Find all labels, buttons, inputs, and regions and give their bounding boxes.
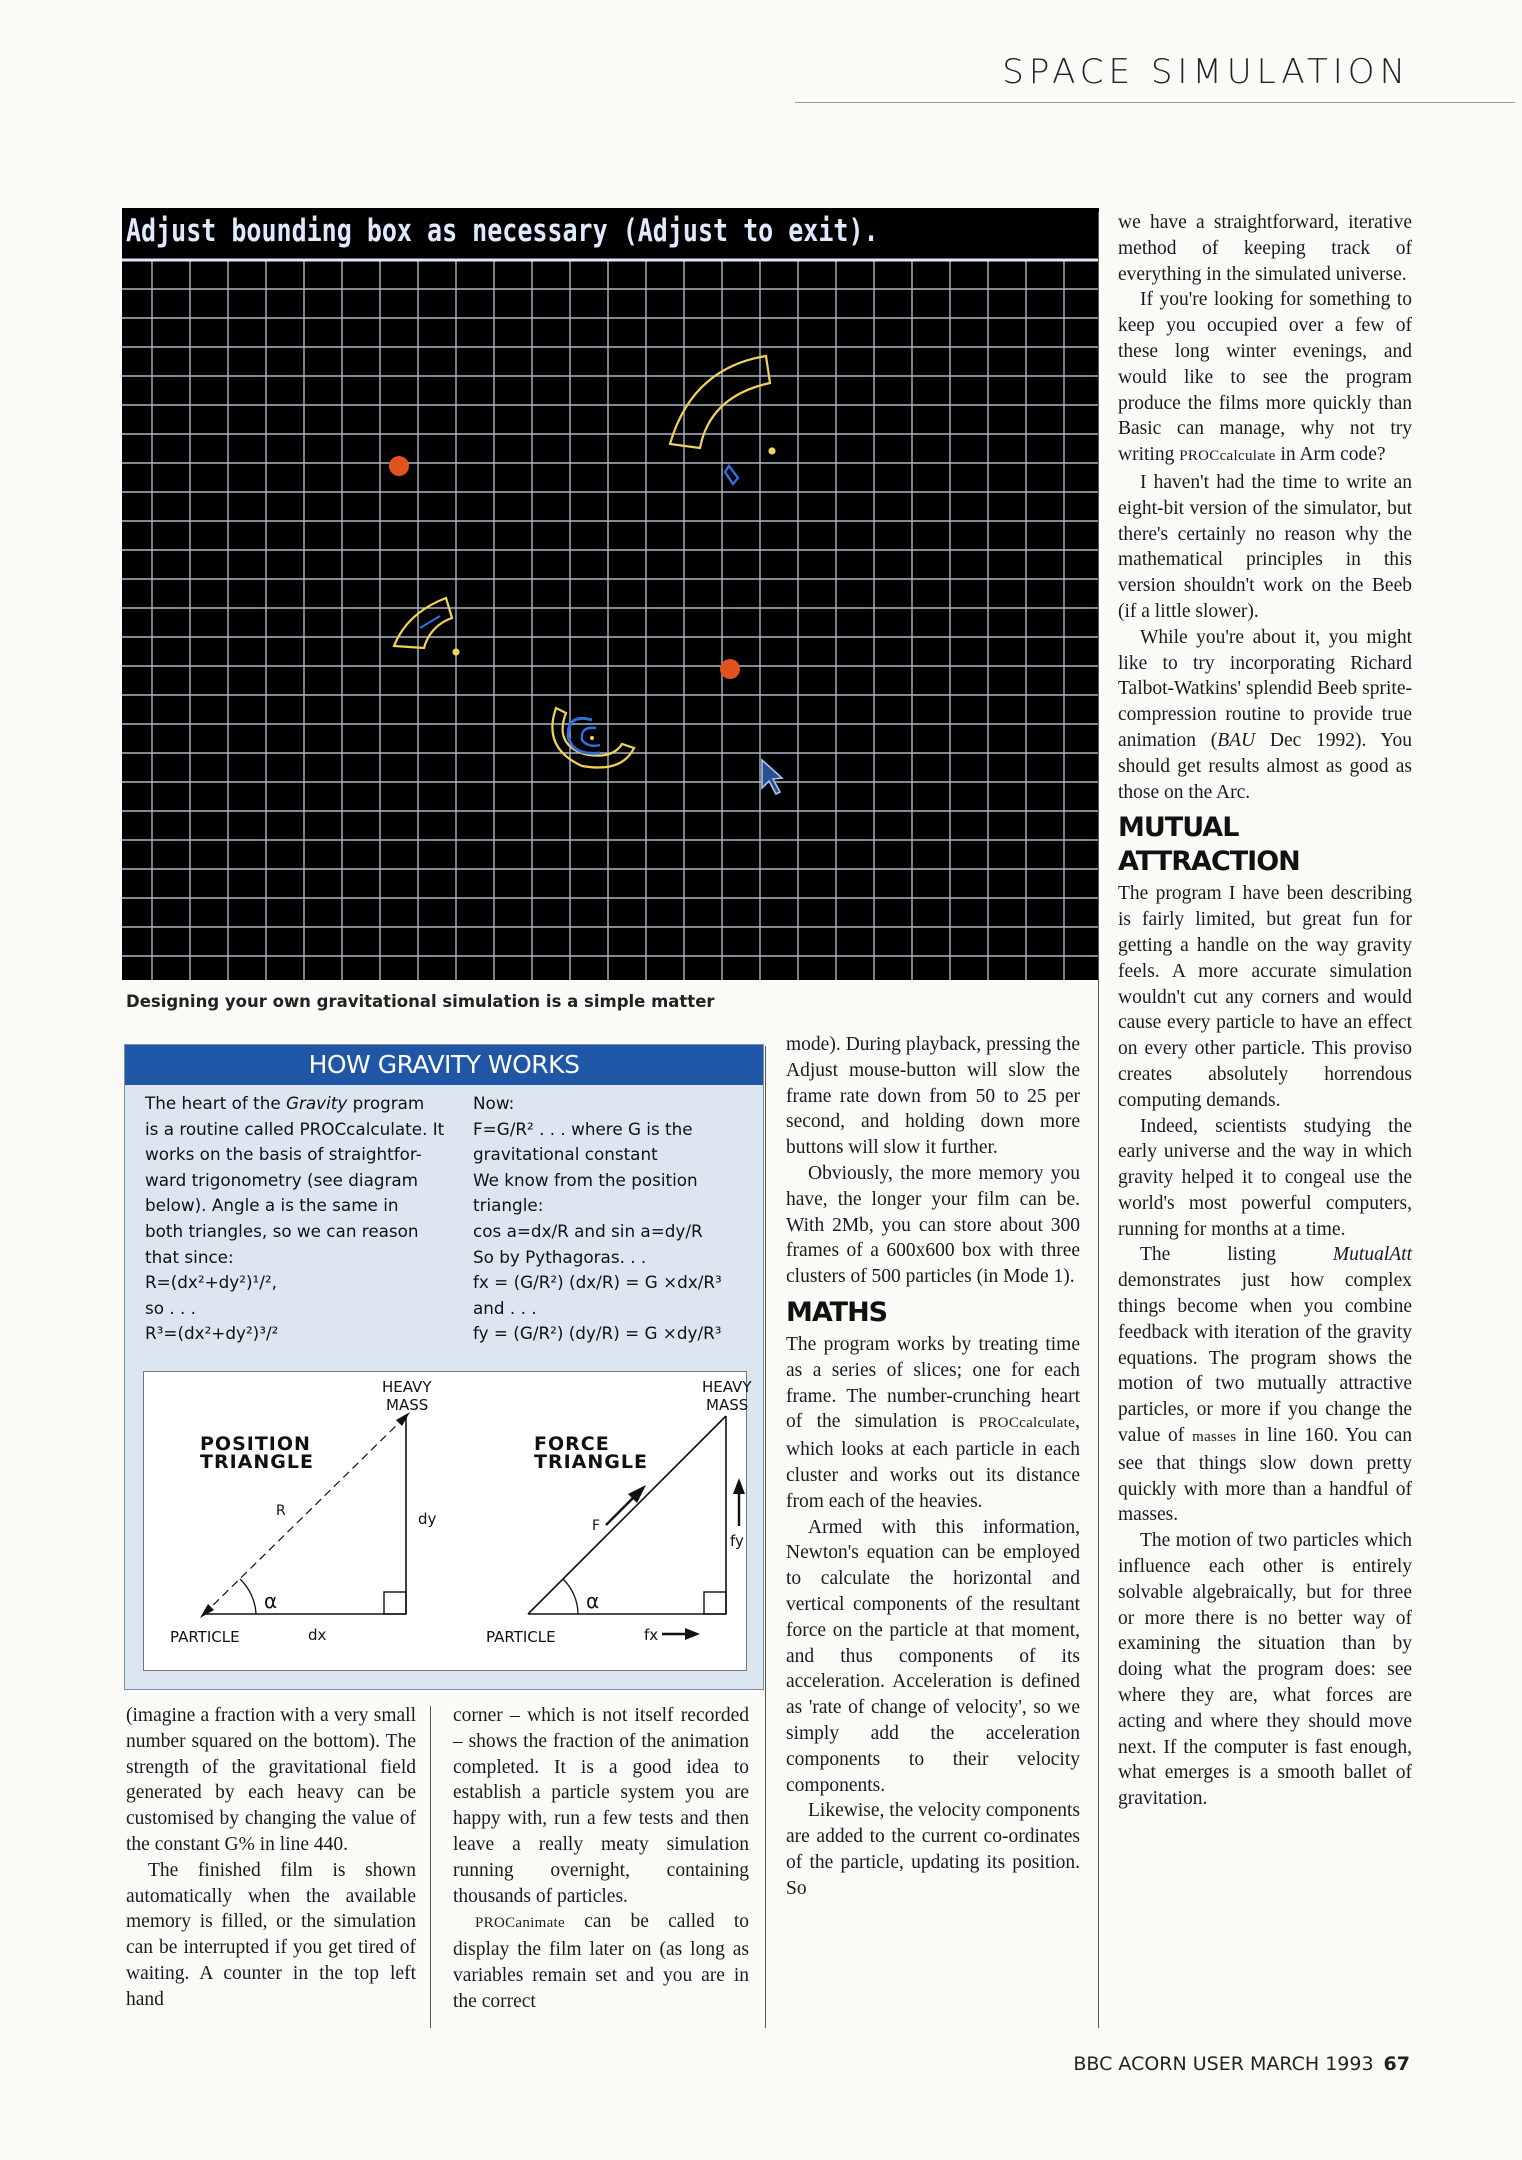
box-line: below). Angle a is the same in <box>145 1195 399 1216</box>
paragraph: The program works by treating time as a series of slices; one for each frame. The number-crunching heart of the simulation is PROCcalculate, which looks at each particle in each cluster and works out its distance from each of the heavies. <box>786 1333 1080 1512</box>
position-triangle-title-1: POSITION <box>200 1433 311 1455</box>
box-line: is a routine called PROCcalculate. It <box>145 1118 445 1139</box>
svg-text:F: F <box>592 1518 601 1534</box>
svg-text:PARTICLE: PARTICLE <box>486 1628 556 1646</box>
body-column-3 <box>786 1032 1080 1902</box>
box-line: F=G/R² . . . where G is the <box>473 1118 693 1139</box>
paragraph: The motion of two particles which influence each other is entirely solvable algebraically, but for three or more there is no better way of examining the situation than by doing what the program does: see where they are, what forces are acting and where they should move next. If the computer is fast enough, what emerges is a smooth ballet of gravitation. <box>1118 1530 1412 1810</box>
column-rule <box>1098 212 1099 2028</box>
svg-text:HEAVY: HEAVY <box>382 1378 432 1396</box>
page-number: 67 <box>1383 2053 1410 2075</box>
how-gravity-works-box <box>124 1044 764 1690</box>
paragraph: I haven't had the time to write an eight-bit version of the simulator, but there's certainly no reason why the mathematical principles in this version shouldn't work on the Beeb (if a little slower). <box>1118 471 1412 622</box>
paragraph: Likewise, the velocity components are added to the current co-ordinates of the particle, updating its position. So <box>786 1800 1080 1899</box>
screen-prompt: Adjust bounding box as necessary (Adjust to exit). <box>126 212 879 249</box>
svg-text:fy: fy <box>730 1532 744 1550</box>
screen-prompt-bar <box>122 208 1099 254</box>
box-line: so . . . <box>145 1297 197 1318</box>
figure-caption: Designing your own gravitational simulation is a simple matter <box>126 992 715 1011</box>
heading-maths: MATHS <box>786 1296 888 1328</box>
page-footer <box>1073 2053 1410 2075</box>
box-title: HOW GRAVITY WORKS <box>125 1045 763 1085</box>
svg-text:MASS: MASS <box>706 1396 749 1414</box>
column-rule <box>430 1706 431 2028</box>
particle-cluster-2 <box>394 598 459 655</box>
svg-text:HEAVY: HEAVY <box>702 1378 752 1396</box>
paragraph: (imagine a fraction with a very small number squared on the bottom). The strength of the gravitational field generated by each heavy can be customised by changing the value of the constant G% in line 440. <box>126 1705 416 1855</box>
svg-text:dy: dy <box>418 1510 437 1528</box>
body-column-1 <box>126 1703 416 2013</box>
simulation-grid <box>122 208 1099 980</box>
paragraph: mode). During playback, pressing the Adjust mouse-button will slow the frame rate down from 50 to 25 per second, and holding down more buttons will slow it further. <box>786 1034 1080 1159</box>
paragraph: Indeed, scientists studying the early universe and the way in which gravity helped it to congeal use the world's most powerful computers, running for months at a time. <box>1118 1115 1412 1240</box>
box-line: So by Pythagoras. . . <box>473 1246 647 1267</box>
box-left-column <box>145 1091 465 1347</box>
box-line: ward trigonometry (see diagram <box>145 1169 419 1190</box>
position-triangle-title-2: TRIANGLE <box>200 1451 314 1473</box>
particle-cluster-1-dots <box>725 466 738 484</box>
box-line: that since: <box>145 1246 234 1267</box>
box-line: The heart of the Gravity program <box>145 1093 425 1113</box>
paragraph: While you're about it, you might like to try incorporating Richard Talbot-Watkins' splendid Beeb sprite-compression routine to provide true animation (BAU Dec 1992). You should get results almost as good as those on the Arc. <box>1118 626 1412 803</box>
heavy-mass-1 <box>389 456 409 476</box>
paragraph: Armed with this information, Newton's equation can be employed to calculate the horizontal and vertical components of the resultant force on the particle at that moment, and thus components of its acceleration. Acceleration is defined as 'rate of change of velocity', so we simply add the acceleration components to their velocity components. <box>786 1516 1080 1796</box>
column-rule <box>765 1046 766 2028</box>
svg-text:fx: fx <box>644 1626 659 1644</box>
paragraph: If you're looking for something to keep you occupied over a few of these long winter evenings, and would like to see the program produce the films more quickly than Basic can manage, why not try writing PROCcalculate in Arm code? <box>1118 289 1412 466</box>
box-line: R=(dx²+dy²)¹/², <box>145 1272 277 1293</box>
box-line: cos a=dx/R and sin a=dy/R <box>473 1220 703 1241</box>
box-line: triangle: <box>473 1195 544 1216</box>
paragraph: The listing MutualAtt demonstrates just how complex things become when you combine feedback with iteration of the gravity equations. The program shows the motion of two mutually attractive particles, or more if you change the value of masses in line 160. You can see that things slow down pretty quickly with more than a handful of masses. <box>1118 1244 1412 1526</box>
box-right-column <box>473 1091 753 1347</box>
triangle-diagram <box>143 1371 752 1671</box>
svg-text:α: α <box>264 1589 278 1613</box>
box-line: We know from the position <box>473 1169 698 1190</box>
body-column-2 <box>453 1703 749 2015</box>
mouse-pointer-icon <box>762 760 782 794</box>
svg-text:TRIANGLE: TRIANGLE <box>534 1451 648 1473</box>
magazine-issue: BBC ACORN USER MARCH 1993 <box>1073 2053 1374 2075</box>
paragraph: The program I have been describing is fairly limited, but great fun for getting a handle on the way gravity feels. A more accurate simulation wouldn't cut any corners and would cause every particle to have an effect on every other particle. This proviso creates absolutely horrendous computing demands. <box>1118 883 1412 1111</box>
svg-text:α: α <box>586 1589 600 1613</box>
svg-text:MASS: MASS <box>386 1396 429 1414</box>
position-triangle <box>170 1378 437 1646</box>
simulation-screenshot <box>122 208 1099 980</box>
box-line: Now: <box>473 1093 515 1113</box>
header-rule <box>795 102 1515 103</box>
box-line: R³=(dx²+dy²)³/² <box>145 1323 279 1344</box>
paragraph: The finished film is shown automatically when the available memory is filled, or the simulation can be interrupted if you get tired of waiting. A counter in the top left hand <box>126 1859 416 2010</box>
box-line: fx = (G/R²) (dx/R) = G ×dx/R³ <box>473 1272 722 1293</box>
force-triangle <box>486 1378 752 1646</box>
svg-text:R: R <box>276 1503 286 1519</box>
svg-text:PARTICLE: PARTICLE <box>170 1628 240 1646</box>
paragraph: PROCanimate can be called to display the film later on (as long as variables remain set and you are in the correct <box>453 1911 749 2012</box>
box-line: and . . . <box>473 1297 537 1318</box>
particle-cluster-3 <box>552 708 634 768</box>
box-line: fy = (G/R²) (dy/R) = G ×dy/R³ <box>473 1323 722 1344</box>
heavy-mass-2 <box>720 659 740 679</box>
paragraph: Obviously, the more memory you have, the longer your film can be. With 2Mb, you can store about 300 frames of a 600x600 box with three clusters of 500 particles (in Mode 1). <box>786 1162 1080 1288</box>
paragraph: we have a straightforward, iterative method of keeping track of everything in the simulated universe. <box>1118 212 1412 285</box>
section-title: SPACE SIMULATION <box>1002 52 1410 92</box>
box-line: both triangles, so we can reason <box>145 1220 419 1241</box>
box-line: gravitational constant <box>473 1144 658 1165</box>
body-column-4 <box>1118 210 1412 1812</box>
svg-text:FORCE: FORCE <box>534 1433 610 1455</box>
paragraph: corner – which is not itself recorded – shows the fraction of the animation completed. It is a good idea to establish a particle system you are happy with, run a few tests and then leave a really meaty simulation running overnight, containing thousands of particles. <box>453 1705 749 1907</box>
heading-mutual-attraction: MUTUAL ATTRACTION <box>1118 812 1300 878</box>
svg-text:dx: dx <box>308 1626 327 1644</box>
box-line: works on the basis of straightfor- <box>145 1144 422 1165</box>
